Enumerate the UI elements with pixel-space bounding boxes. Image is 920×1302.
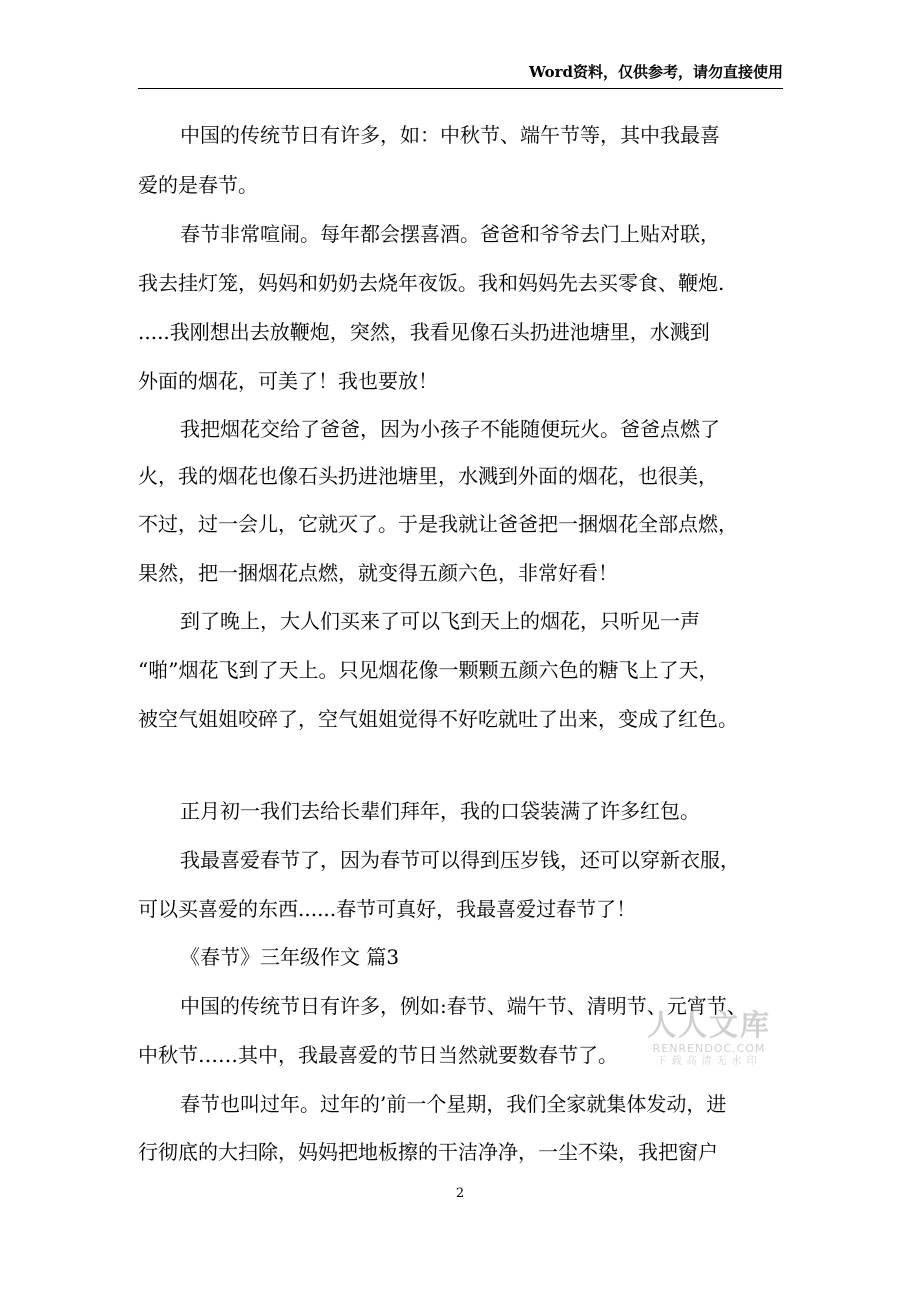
text-line: 中国的传统节日有许多，如：中秋节、端午节等，其中我最喜 [180, 123, 720, 147]
header-divider [138, 88, 783, 89]
text-line: 爱的是春节。 [138, 173, 258, 197]
text-line: .....我刚想出去放鞭炮，突然，我看见像石头扔进池塘里，水溅到 [138, 320, 710, 344]
text-line: 我把烟花交给了爸爸，因为小孩子不能随便玩火。爸爸点燃了 [180, 417, 720, 441]
text-line: “啪”烟花飞到了天上。只见烟花像一颗颗五颜六色的糖飞上了天， [138, 658, 719, 682]
section-heading: 《春节》三年级作文 篇3 [180, 945, 400, 969]
text-line: 我最喜爱春节了，因为春节可以得到压岁钱，还可以穿新衣服， [180, 848, 740, 872]
text-line: 火，我的烟花也像石头扔进池塘里，水溅到外面的烟花，也很美， [138, 464, 718, 488]
text-line: 行彻底的大扫除，妈妈把地板擦的干洁净净，一尘不染，我把窗户 [138, 1140, 718, 1164]
text-line: 中国的传统节日有许多，例如:春节、端午节、清明节、元宵节、 [180, 994, 747, 1018]
text-line: 春节非常喧闹。每年都会摆喜酒。爸爸和爷爷去门上贴对联， [180, 222, 720, 246]
watermark-domain: RENRENDOC.COM [652, 1042, 766, 1055]
watermark-slogan: 下载高清无水印 [656, 1056, 762, 1067]
text-line: 春节也叫过年。过年的’前一个星期，我们全家就集体发动，进 [180, 1092, 727, 1116]
header-note: Word资料，仅供参考，请勿直接使用 [528, 63, 783, 81]
text-line: 可以买喜爱的东西......春节可真好，我最喜爱过春节了！ [138, 897, 637, 921]
text-line: 正月初一我们去给长辈们拜年，我的口袋装满了许多红包。 [180, 799, 700, 823]
text-line: 我去挂灯笼，妈妈和奶奶去烧年夜饭。我和妈妈先去买零食、鞭炮. [138, 271, 725, 295]
text-line: 被空气姐姐咬碎了，空气姐姐觉得不好吃就吐了出来，变成了红色。 [138, 707, 738, 731]
watermark-logo [646, 1008, 772, 1068]
text-line: 中秋节……其中，我最喜爱的节日当然就要数春节了。 [138, 1043, 618, 1067]
text-line: 不过，过一会儿，它就灭了。于是我就让爸爸把一捆烟花全部点燃， [138, 512, 738, 536]
page-number: 2 [455, 1186, 465, 1201]
text-line: 到了晚上，大人们买来了可以飞到天上的烟花，只听见一声 [180, 609, 700, 633]
text-line: 外面的烟花，可美了！我也要放！ [138, 369, 438, 393]
watermark-name: 人人文库 [646, 1008, 771, 1042]
text-line: 果然，把一捆烟花点燃，就变得五颜六色，非常好看！ [138, 561, 618, 585]
